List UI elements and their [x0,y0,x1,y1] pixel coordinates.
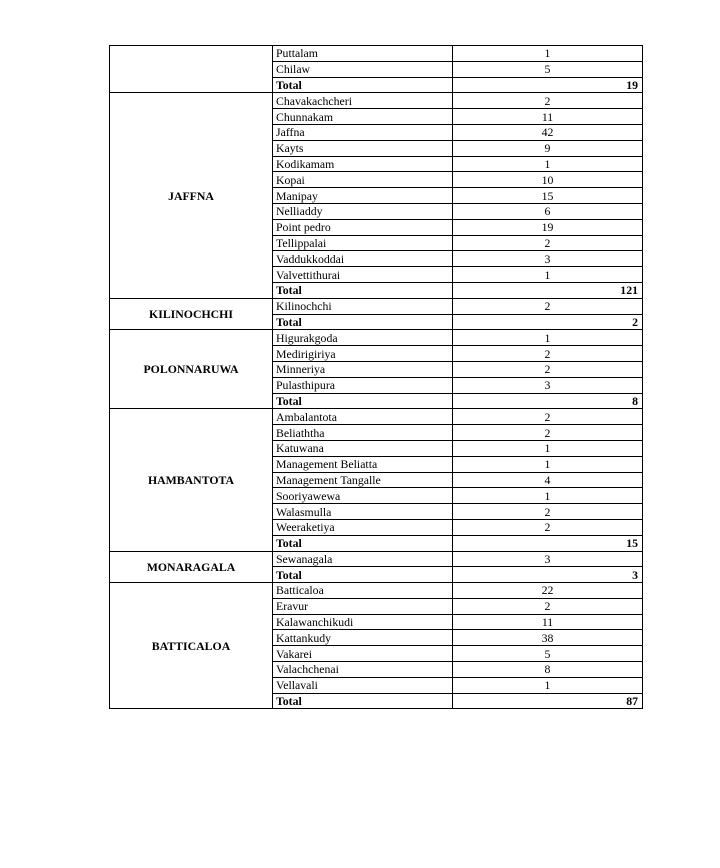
area-name: Management Beliatta [273,456,453,472]
area-name: Eravur [273,598,453,614]
total-label: Total [273,693,453,709]
area-count: 3 [453,251,643,267]
total-label: Total [273,77,453,93]
table-row [110,409,643,425]
area-name: Beliaththa [273,425,453,441]
total-value: 15 [453,535,643,551]
total-value: 2 [453,314,643,330]
area-name: Sooriyawewa [273,488,453,504]
area-name: Manipay [273,188,453,204]
region-name-jaffna: JAFFNA [110,93,273,298]
area-count: 42 [453,124,643,140]
area-name: Management Tangalle [273,472,453,488]
area-name: Valachchenai [273,662,453,678]
total-value: 19 [453,77,643,93]
area-name: Vakarei [273,646,453,662]
area-name: Minneriya [273,361,453,377]
area-name: Puttalam [273,46,453,62]
region-name-kilinochchi: KILINOCHCHI [110,298,273,330]
total-label: Total [273,393,453,409]
area-count: 2 [453,598,643,614]
area-count: 1 [453,456,643,472]
total-label: Total [273,282,453,298]
area-count: 5 [453,646,643,662]
area-name: Kopai [273,172,453,188]
area-name: Kodikamam [273,156,453,172]
area-count: 4 [453,472,643,488]
area-name: Walasmulla [273,504,453,520]
area-name: Vaddukkoddai [273,251,453,267]
total-value: 3 [453,567,643,583]
region-name-batticaloa: BATTICALOA [110,583,273,709]
table-row [110,330,643,346]
area-count: 8 [453,662,643,678]
area-count: 22 [453,583,643,599]
table-row [110,551,643,567]
area-count: 2 [453,235,643,251]
area-count: 2 [453,425,643,441]
area-count: 3 [453,377,643,393]
area-count: 1 [453,440,643,456]
table-body [110,46,643,709]
area-name: Sewanagala [273,551,453,567]
table-row [110,298,643,314]
area-count: 15 [453,188,643,204]
area-name: Vellavali [273,677,453,693]
area-count: 2 [453,346,643,362]
area-name: Point pedro [273,219,453,235]
area-name: Chavakachcheri [273,93,453,109]
region-name-polonnaruwa: POLONNARUWA [110,330,273,409]
area-name: Kayts [273,140,453,156]
area-count: 2 [453,361,643,377]
area-count: 19 [453,219,643,235]
district-table [109,45,643,709]
area-count: 1 [453,46,643,62]
area-count: 1 [453,156,643,172]
area-name: Tellippalai [273,235,453,251]
total-value: 121 [453,282,643,298]
table-row [110,583,643,599]
area-count: 2 [453,409,643,425]
area-count: 1 [453,488,643,504]
area-count: 5 [453,61,643,77]
total-label: Total [273,314,453,330]
total-label: Total [273,535,453,551]
region-name-hambantota: HAMBANTOTA [110,409,273,551]
area-name: Chilaw [273,61,453,77]
area-count: 1 [453,330,643,346]
area-name: Ambalantota [273,409,453,425]
total-value: 8 [453,393,643,409]
area-name: Katuwana [273,440,453,456]
area-name: Batticaloa [273,583,453,599]
area-count: 11 [453,109,643,125]
region-name-monaragala: MONARAGALA [110,551,273,583]
area-name: Kilinochchi [273,298,453,314]
table-row [110,46,643,62]
area-count: 1 [453,677,643,693]
area-count: 10 [453,172,643,188]
area-count: 2 [453,93,643,109]
area-count: 9 [453,140,643,156]
area-count: 2 [453,298,643,314]
area-name: Valvettithurai [273,267,453,283]
area-count: 3 [453,551,643,567]
area-count: 2 [453,519,643,535]
area-name: Nelliaddy [273,203,453,219]
area-name: Chunnakam [273,109,453,125]
total-label: Total [273,567,453,583]
area-name: Jaffna [273,124,453,140]
area-name: Higurakgoda [273,330,453,346]
total-value: 87 [453,693,643,709]
table-row [110,93,643,109]
area-name: Pulasthipura [273,377,453,393]
area-count: 2 [453,504,643,520]
area-count: 38 [453,630,643,646]
area-count: 1 [453,267,643,283]
area-count: 6 [453,203,643,219]
area-name: Medirigiriya [273,346,453,362]
area-name: Kattankudy [273,630,453,646]
region-name-continued [110,46,273,93]
area-name: Weeraketiya [273,519,453,535]
area-name: Kalawanchikudi [273,614,453,630]
area-count: 11 [453,614,643,630]
